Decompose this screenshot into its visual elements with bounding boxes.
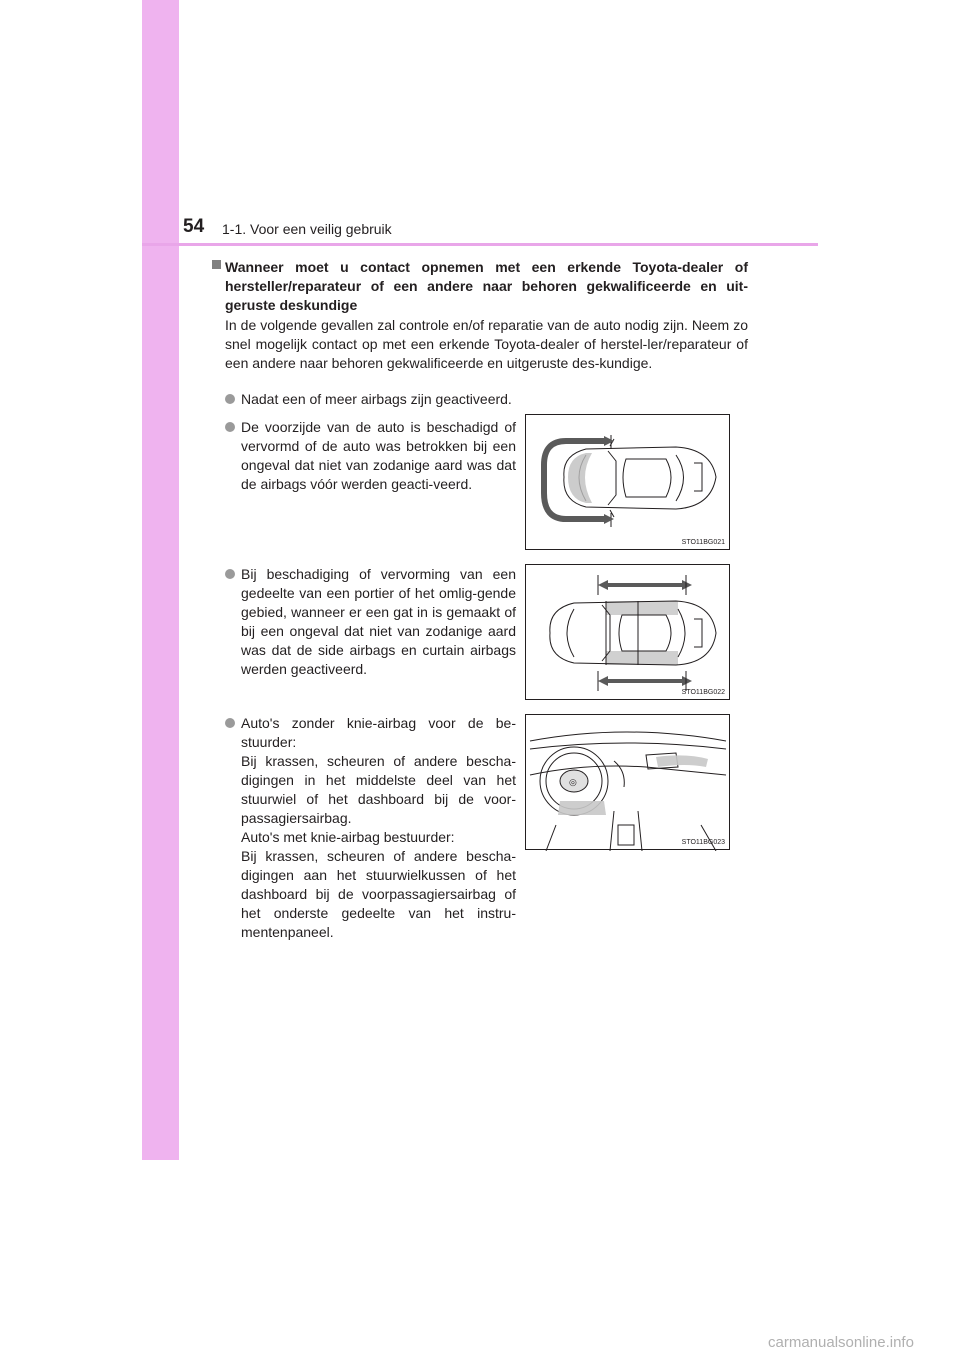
dashboard-icon: [526, 715, 731, 851]
car-top-front-icon: [526, 415, 731, 551]
figure-code: STO11BG021: [681, 539, 725, 546]
list-item: [225, 418, 516, 494]
watermark: carmanualsonline.info: [768, 1334, 914, 1351]
bullet-icon: [225, 718, 235, 728]
list-item: [225, 390, 748, 409]
car-top-side-icon: [526, 565, 731, 701]
knee-airbag-with-title: Auto's met knie-airbag bestuurder:: [241, 829, 455, 845]
knee-airbag-with-text: Bij krassen, scheuren of andere bescha-digingen aan het stuurwielkussen of het dashboard bij de voorpassagiersairbag of het onderste gedeelte van het instru-mentenpaneel.: [241, 848, 516, 940]
header-rule: [142, 243, 818, 246]
bullet-text: Nadat een of meer airbags zijn geactiveerd.: [241, 391, 512, 407]
svg-text:◎: ◎: [569, 777, 577, 787]
list-item: [225, 565, 516, 679]
heading-text: Wanneer moet u contact opnemen met een erkende Toyota-dealer of hersteller/reparateur of een andere naar behoren gekwalificeerde en uit-geruste deskundige: [225, 259, 748, 313]
section-title: 1-1. Voor een veilig gebruik: [222, 221, 392, 237]
square-marker-icon: [212, 260, 221, 269]
front-damage-illustration: [525, 414, 730, 550]
door-damage-illustration: [525, 564, 730, 700]
bullet-text: [225, 714, 516, 942]
list-item: [225, 714, 516, 942]
bullet-text: Bij beschadiging of vervorming van een gedeelte van een portier of het omlig-gende gebied, wanneer er een gat in is gemaakt of bij een ongeval dat niet van zodanige aard was dat de side airbags en curtain airbags werden geactiveerd.: [241, 566, 516, 677]
bullet-icon: [225, 422, 235, 432]
intro-paragraph: In de volgende gevallen zal controle en/of reparatie van de auto nodig zijn. Neem zo snel mogelijk contact op met een erkende Toyota-dealer of herstel-ler/reparateur of een andere naar behoren gekwalificeerde en uitgeruste des-kundige.: [225, 317, 748, 371]
bullet-text: De voorzijde van de auto is beschadigd of vervormd of de auto was betrokken bij een ongeval dat niet van zodanige aard was dat de airbags vóór werden geacti-veerd.: [241, 419, 516, 492]
knee-airbag-without-text: Bij krassen, scheuren of andere bescha-digingen in het middelste deel van het stuurwiel of het dashboard bij de voor-passagiersairbag.: [241, 753, 516, 826]
knee-airbag-without-title: Auto's zonder knie-airbag voor de be-stuurder:: [241, 715, 516, 750]
bullet-icon: [225, 394, 235, 404]
figure-code: STO11BG023: [681, 839, 725, 846]
page-number: 54: [183, 216, 205, 237]
figure-code: STO11BG022: [681, 689, 725, 696]
subsection-heading: [212, 258, 748, 315]
dashboard-damage-illustration: [525, 714, 730, 850]
side-color-band: [142, 0, 179, 1160]
bullet-icon: [225, 569, 235, 579]
